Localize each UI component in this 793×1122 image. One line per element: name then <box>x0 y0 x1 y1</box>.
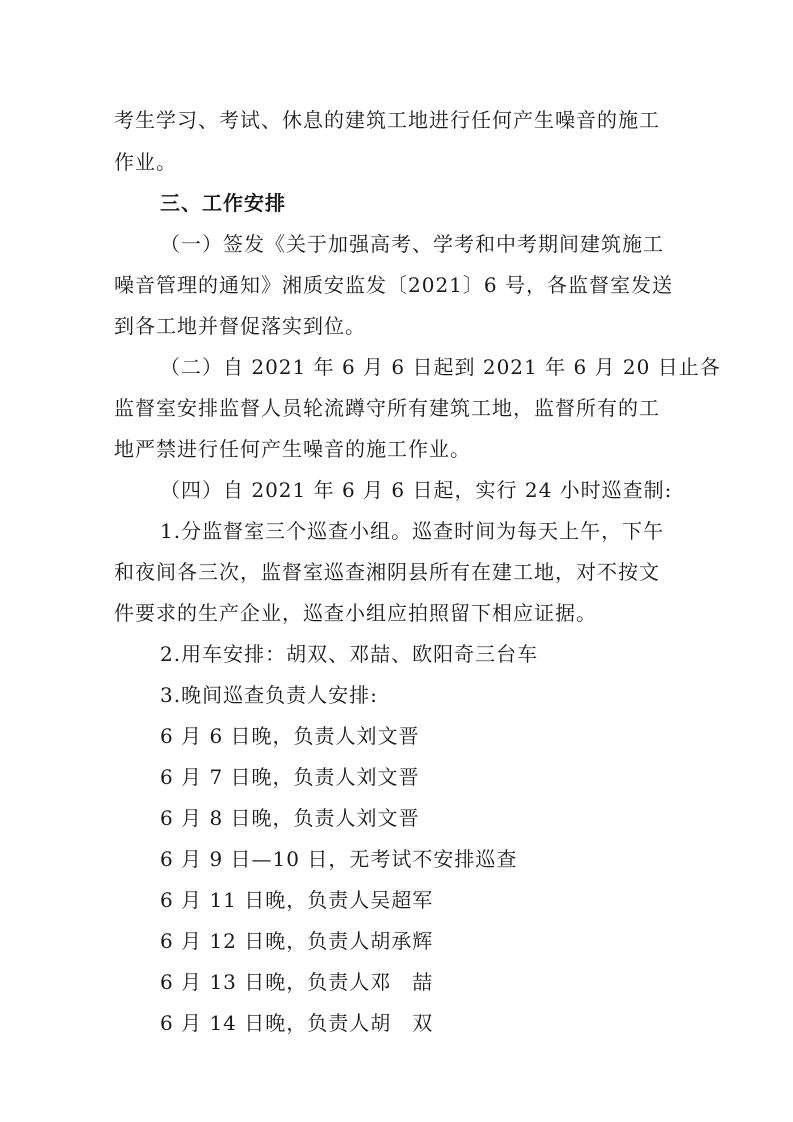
paragraph-line: 1.分监督室三个巡查小组。巡查时间为每天上午，下午 <box>160 519 665 543</box>
paragraph-line: （四）自 2021 年 6 月 6 日起，实行 24 小时巡查制: <box>160 478 673 502</box>
paragraph-line: 到各工地并督促落实到位。 <box>114 314 366 338</box>
schedule-line: 6 月 14 日晚，负责人胡 双 <box>160 1011 434 1035</box>
paragraph-line: （一）签发《关于加强高考、学考和中考期间建筑施工 <box>160 232 664 256</box>
schedule-line: 6 月 13 日晚，负责人邓 喆 <box>160 970 434 994</box>
paragraph-line: （二）自 2021 年 6 月 6 日起到 2021 年 6 月 20 日止各 <box>160 355 721 379</box>
paragraph-line: 作业。 <box>114 150 177 174</box>
paragraph-line: 地严禁进行任何产生噪音的施工作业。 <box>114 437 471 461</box>
paragraph-line: 件要求的生产企业，巡查小组应拍照留下相应证据。 <box>114 601 597 625</box>
paragraph-line: 2.用车安排：胡双、邓喆、欧阳奇三台车 <box>160 642 539 666</box>
paragraph-line: 监督室安排监督人员轮流蹲守所有建筑工地，监督所有的工 <box>114 396 660 420</box>
schedule-line: 6 月 8 日晚，负责人刘文晋 <box>160 806 420 830</box>
paragraph-line: 噪音管理的通知》湘质安监发〔2021〕6 号，各监督室发送 <box>114 273 673 297</box>
schedule-line: 6 月 6 日晚，负责人刘文晋 <box>160 724 420 748</box>
schedule-line: 6 月 11 日晚，负责人吴超军 <box>160 888 434 912</box>
schedule-line: 6 月 7 日晚，负责人刘文晋 <box>160 765 420 789</box>
schedule-line: 6 月 12 日晚，负责人胡承辉 <box>160 929 434 953</box>
paragraph-line: 考生学习、考试、休息的建筑工地进行任何产生噪音的施工 <box>114 108 660 132</box>
paragraph-line: 和夜间各三次，监督室巡查湘阴县所有在建工地，对不按文 <box>114 560 660 584</box>
schedule-line: 6 月 9 日—10 日，无考试不安排巡查 <box>160 847 518 871</box>
section-heading: 三、工作安排 <box>160 191 286 215</box>
paragraph-line: 3.晚间巡查负责人安排: <box>160 683 378 707</box>
